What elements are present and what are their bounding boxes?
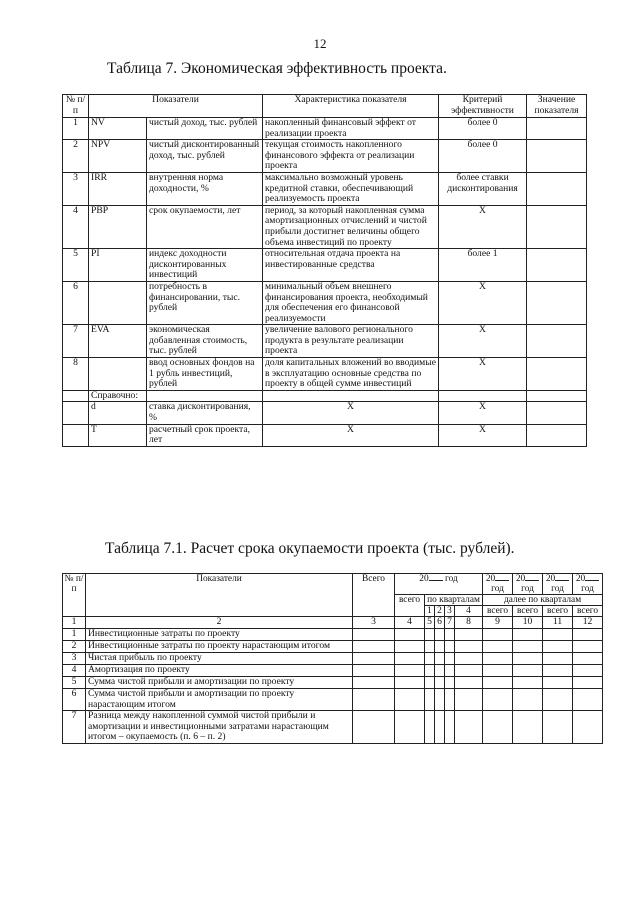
- reference-code: T: [89, 424, 147, 446]
- header-row-1: [63, 574, 603, 595]
- data-cell[interactable]: [435, 711, 445, 744]
- header-criterion: Критерий эффективности: [439, 95, 527, 118]
- indicator-criterion: более 1: [439, 249, 527, 282]
- data-cell[interactable]: [573, 653, 603, 665]
- row-number: 6: [63, 689, 86, 711]
- data-cell[interactable]: [573, 677, 603, 689]
- indicator-description: доля капитальных вложений во вводимые в эксплуатацию основные средства по проекту в общей сумме инвестиций: [263, 358, 439, 391]
- data-cell[interactable]: [395, 711, 425, 744]
- data-cell[interactable]: [483, 629, 513, 641]
- reference-name: ставка дисконтирования, %: [147, 402, 263, 424]
- data-cell[interactable]: [425, 711, 435, 744]
- indicator-name: чистый дисконтированный доход, тыс. рублей: [147, 140, 263, 173]
- data-cell[interactable]: [573, 641, 603, 653]
- header-year-3: 20 год: [513, 574, 543, 595]
- data-cell[interactable]: [513, 653, 543, 665]
- data-cell[interactable]: [483, 711, 513, 744]
- data-cell[interactable]: [425, 665, 435, 677]
- data-cell[interactable]: [543, 629, 573, 641]
- row-number: 3: [63, 653, 86, 665]
- data-cell[interactable]: [353, 665, 395, 677]
- row-number: 4: [63, 665, 86, 677]
- col-number: 3: [353, 617, 395, 629]
- row-label: Разница между накопленной суммой чистой прибыли и амортизации и инвестиционными затратами нарастающим итогом – окупаемость (п. 6 – п. 2): [86, 711, 353, 744]
- indicator-value-cell[interactable]: [527, 358, 587, 391]
- indicator-name: потребность в финансировании, тыс. рублей: [147, 281, 263, 324]
- col-number: 7: [445, 617, 455, 629]
- header-quarter-1: 1: [425, 606, 435, 617]
- col-number: 10: [513, 617, 543, 629]
- indicator-criterion: X: [439, 325, 527, 358]
- indicator-name: срок окупаемости, лет: [147, 205, 263, 248]
- data-cell[interactable]: [435, 689, 445, 711]
- table-header-row: [63, 95, 587, 118]
- table-row: [63, 172, 587, 205]
- reference-row: [63, 424, 587, 446]
- data-cell[interactable]: [483, 689, 513, 711]
- reference-code: d: [89, 402, 147, 424]
- header-quarter-2: 2: [435, 606, 445, 617]
- indicator-criterion: X: [439, 358, 527, 391]
- reference-label: Справочно:: [89, 390, 147, 402]
- col-number: 2: [86, 617, 353, 629]
- table-row: [63, 653, 603, 665]
- indicator-value-cell[interactable]: [527, 118, 587, 140]
- data-cell[interactable]: [395, 629, 425, 641]
- row-number: 1: [63, 629, 86, 641]
- indicator-criterion: X: [439, 205, 527, 248]
- indicator-criterion: X: [439, 281, 527, 324]
- page-number: 12: [313, 36, 327, 51]
- indicator-code: [89, 358, 147, 391]
- row-label: Инвестиционные затраты по проекту нарастающим итогом: [86, 641, 353, 653]
- data-cell[interactable]: [353, 677, 395, 689]
- row-number: 5: [63, 249, 89, 282]
- column-number-row: [63, 617, 603, 629]
- data-cell[interactable]: [455, 653, 483, 665]
- data-cell[interactable]: [395, 689, 425, 711]
- data-cell[interactable]: [573, 665, 603, 677]
- data-cell[interactable]: [353, 711, 395, 744]
- indicator-name: индекс доходности дисконтированных инвестиций: [147, 249, 263, 282]
- data-cell[interactable]: [513, 665, 543, 677]
- data-cell[interactable]: [455, 665, 483, 677]
- indicator-code: NPV: [89, 140, 147, 173]
- indicator-name: чистый доход, тыс. рублей: [147, 118, 263, 140]
- data-cell[interactable]: [483, 641, 513, 653]
- indicator-criterion: более 0: [439, 140, 527, 173]
- table-row: [63, 629, 603, 641]
- data-cell[interactable]: [435, 677, 445, 689]
- data-cell[interactable]: [353, 641, 395, 653]
- indicator-description: минимальный объем внешнего финансирования проекта, необходимый для обеспечения его финансовой реализуемости: [263, 281, 439, 324]
- row-label: Сумма чистой прибыли и амортизации по проекту: [86, 677, 353, 689]
- row-number: 3: [63, 172, 89, 205]
- data-cell[interactable]: [425, 641, 435, 653]
- reference-value-cell[interactable]: [527, 402, 587, 424]
- reference-criterion: X: [439, 424, 527, 446]
- indicator-value-cell[interactable]: [527, 172, 587, 205]
- header-indicators: Показатели: [86, 574, 353, 617]
- data-cell[interactable]: [395, 677, 425, 689]
- col-number: 12: [573, 617, 603, 629]
- header-year-total: всего: [395, 595, 425, 617]
- data-cell[interactable]: [425, 677, 435, 689]
- data-cell[interactable]: [573, 711, 603, 744]
- data-cell[interactable]: [445, 629, 455, 641]
- header-total-y3: всего: [513, 606, 543, 617]
- data-cell[interactable]: [455, 629, 483, 641]
- data-cell[interactable]: [445, 689, 455, 711]
- row-number: 7: [63, 325, 89, 358]
- indicator-description: максимально возможный уровень кредитной ставки, обеспечивающий реализуемость проекта: [263, 172, 439, 205]
- data-cell[interactable]: [513, 629, 543, 641]
- table-row: [63, 205, 587, 248]
- header-total: Всего: [353, 574, 395, 617]
- indicator-description: текущая стоимость накопленного финансового эффекта от реализации проекта: [263, 140, 439, 173]
- data-cell[interactable]: [573, 629, 603, 641]
- indicator-name: экономическая добавленная стоимость, тыс. рублей: [147, 325, 263, 358]
- header-by-quarters: по кварталам: [425, 595, 483, 606]
- header-total-y4: всего: [543, 606, 573, 617]
- data-cell[interactable]: [513, 677, 543, 689]
- header-year-2: 20 год: [483, 574, 513, 595]
- row-label: Амортизация по проекту: [86, 665, 353, 677]
- indicator-value-cell[interactable]: [527, 281, 587, 324]
- table-row: [63, 711, 603, 744]
- data-cell[interactable]: [483, 665, 513, 677]
- data-cell[interactable]: [543, 665, 573, 677]
- table-row: [63, 118, 587, 140]
- col-number: 9: [483, 617, 513, 629]
- reference-label-row: [63, 390, 587, 402]
- table-row: [63, 140, 587, 173]
- row-number: 4: [63, 205, 89, 248]
- data-cell[interactable]: [395, 665, 425, 677]
- data-cell[interactable]: [543, 653, 573, 665]
- data-cell[interactable]: [455, 711, 483, 744]
- indicator-code: EVA: [89, 325, 147, 358]
- data-cell[interactable]: [543, 689, 573, 711]
- data-cell[interactable]: [425, 629, 435, 641]
- data-cell[interactable]: [483, 653, 513, 665]
- header-quarter-4: 4: [455, 606, 483, 617]
- indicator-value-cell[interactable]: [527, 140, 587, 173]
- indicator-code: PI: [89, 249, 147, 282]
- reference-criterion: X: [439, 402, 527, 424]
- row-number: 7: [63, 711, 86, 744]
- data-cell[interactable]: [513, 689, 543, 711]
- header-year-5: 20 год: [573, 574, 603, 595]
- data-cell[interactable]: [395, 653, 425, 665]
- col-number: 1: [63, 617, 86, 629]
- data-cell[interactable]: [445, 665, 455, 677]
- data-cell[interactable]: [513, 641, 543, 653]
- data-cell[interactable]: [425, 689, 435, 711]
- header-quarter-3: 3: [445, 606, 455, 617]
- data-cell[interactable]: [543, 711, 573, 744]
- table-row: [63, 325, 587, 358]
- indicator-value-cell[interactable]: [527, 205, 587, 248]
- row-number: 2: [63, 641, 86, 653]
- indicator-description: относительная отдача проекта на инвестированные средства: [263, 249, 439, 282]
- table-row: [63, 641, 603, 653]
- table-row: [63, 689, 603, 711]
- header-value: Значение показателя: [527, 95, 587, 118]
- header-year-4: 20 год: [543, 574, 573, 595]
- indicator-code: PBP: [89, 205, 147, 248]
- indicator-value-cell[interactable]: [527, 249, 587, 282]
- data-cell[interactable]: [395, 641, 425, 653]
- table-row: [63, 249, 587, 282]
- row-number: 5: [63, 677, 86, 689]
- header-total-y2: всего: [483, 606, 513, 617]
- row-number: 2: [63, 140, 89, 173]
- data-cell[interactable]: [455, 641, 483, 653]
- col-number: 5: [425, 617, 435, 629]
- table-row: [63, 665, 603, 677]
- data-cell[interactable]: [435, 665, 445, 677]
- indicator-description: накопленный финансовый эффект от реализации проекта: [263, 118, 439, 140]
- data-cell[interactable]: [455, 689, 483, 711]
- header-total-y5: всего: [573, 606, 603, 617]
- table-row: [63, 677, 603, 689]
- data-cell[interactable]: [483, 677, 513, 689]
- indicator-criterion: более ставки дисконтирования: [439, 172, 527, 205]
- row-label: Сумма чистой прибыли и амортизации по проекту нарастающим итогом: [86, 689, 353, 711]
- data-cell[interactable]: [543, 641, 573, 653]
- reference-description: X: [263, 424, 439, 446]
- row-number: 8: [63, 358, 89, 391]
- reference-value-cell[interactable]: [527, 424, 587, 446]
- data-cell[interactable]: [573, 689, 603, 711]
- indicator-description: период, за который накопленная сумма амортизационных отчислений и чистой прибыли достигнет величины общего объема инвестиций по проекту: [263, 205, 439, 248]
- header-num: № п/п: [63, 574, 86, 617]
- data-cell[interactable]: [353, 653, 395, 665]
- col-number: 11: [543, 617, 573, 629]
- header-characteristic: Характеристика показателя: [263, 95, 439, 118]
- table-row: [63, 281, 587, 324]
- data-cell[interactable]: [445, 711, 455, 744]
- indicator-criterion: более 0: [439, 118, 527, 140]
- data-cell[interactable]: [425, 653, 435, 665]
- data-cell[interactable]: [435, 629, 445, 641]
- row-number: 1: [63, 118, 89, 140]
- table-row: [63, 358, 587, 391]
- reference-row: [63, 402, 587, 424]
- table-7-1-title: Таблица 7.1. Расчет срока окупаемости проекта (тыс. рублей).: [105, 540, 515, 557]
- header-indicators: Показатели: [89, 95, 263, 118]
- data-cell[interactable]: [353, 629, 395, 641]
- data-cell[interactable]: [445, 641, 455, 653]
- data-cell[interactable]: [435, 653, 445, 665]
- reference-description: X: [263, 402, 439, 424]
- header-further-by-quarters: далее по кварталам: [483, 595, 603, 606]
- data-cell[interactable]: [513, 711, 543, 744]
- header-year-main: 20 год: [395, 574, 483, 595]
- economic-efficiency-table: [62, 94, 587, 447]
- row-label: Чистая прибыль по проекту: [86, 653, 353, 665]
- indicator-name: ввод основных фондов на 1 рубль инвестиций, рублей: [147, 358, 263, 391]
- data-cell[interactable]: [455, 677, 483, 689]
- header-num: № п/п: [63, 95, 89, 118]
- col-number: 6: [435, 617, 445, 629]
- indicator-name: внутренняя норма доходности, %: [147, 172, 263, 205]
- data-cell[interactable]: [445, 677, 455, 689]
- col-number: 8: [455, 617, 483, 629]
- indicator-description: увеличение валового регионального продукта в результате реализации проекта: [263, 325, 439, 358]
- data-cell[interactable]: [435, 641, 445, 653]
- table-7-title: Таблица 7. Экономическая эффективность проекта.: [107, 60, 447, 77]
- row-label: Инвестиционные затраты по проекту: [86, 629, 353, 641]
- data-cell[interactable]: [445, 653, 455, 665]
- payback-calculation-table: [62, 573, 603, 744]
- indicator-code: [89, 281, 147, 324]
- col-number: 4: [395, 617, 425, 629]
- reference-name: расчетный срок проекта, лет: [147, 424, 263, 446]
- indicator-code: NV: [89, 118, 147, 140]
- data-cell[interactable]: [543, 677, 573, 689]
- row-number: 6: [63, 281, 89, 324]
- data-cell[interactable]: [353, 689, 395, 711]
- indicator-value-cell[interactable]: [527, 325, 587, 358]
- indicator-code: IRR: [89, 172, 147, 205]
